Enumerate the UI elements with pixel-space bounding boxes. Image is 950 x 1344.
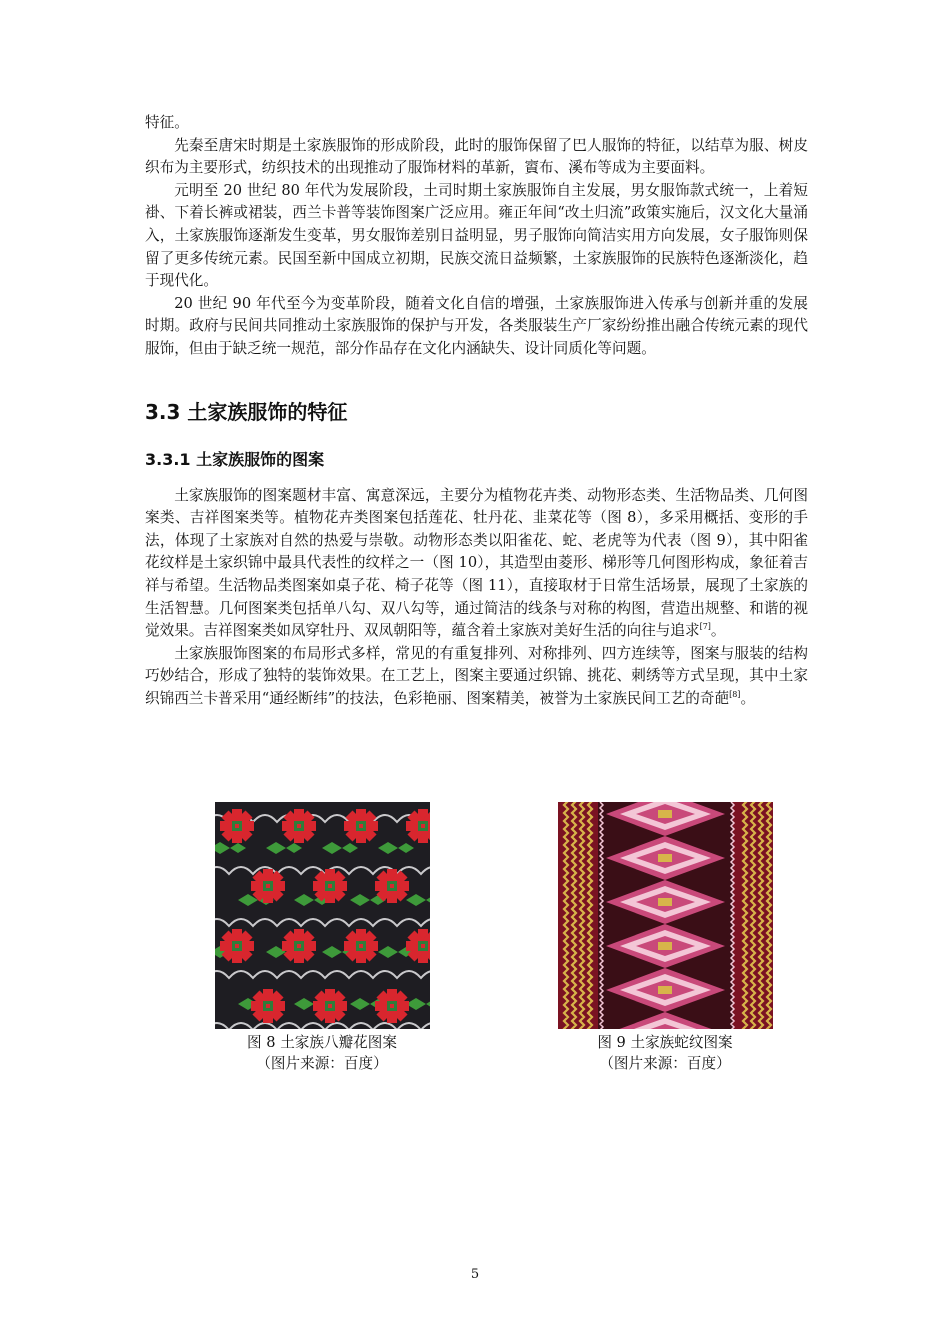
paragraph-text: 土家族服饰的图案题材丰富、寓意深远，主要分为植物花卉类、动物形态类、生活物品类、几何图案类、吉祥图案类等。植物花卉类图案包括莲花、牡丹花、韭菜花等（图 8），多采用概括、变形的手法，体现了土家族对自然的热爱与崇敬。动物形态类以阳雀花、蛇、老虎等为代表（图 9），其中阳雀花纹样是土家织锦中最具代表性的纹样之一（图 10），其造型由菱形、梯形等几何图形构成，象征着吉祥与希望。生活物品类图案如桌子花、椅子花等（图 11），直接取材于日常生活场景，展现了土家族的生活智慧。几何图案类包括单八勾、双八勾等，通过简洁的线条与对称的构图，营造出规整、和谐的视觉效果。吉祥图案类如凤穿牡丹、双凤朝阳等，蕴含着土家族对美好生活的向往与追求 bbox=[145, 486, 808, 640]
paragraph-end: 。 bbox=[710, 622, 726, 640]
paragraph: 元明至 20 世纪 80 年代为发展阶段，土司时期土家族服饰自主发展，男女服饰款式统一，上着短褂、下着长裤或裙装，西兰卡普等装饰图案广泛应用。雍正年间“改土归流”政策实施后，汉文化大量涌入，土家族服饰逐渐发生变革，男女服饰差别日益明显，男子服饰向简洁实用方向发展，女子服饰则保留了更多传统元素。民国至新中国成立初期，民族交流日益频繁，土家族服饰的民族特色逐渐淡化，趋于现代化。 bbox=[145, 181, 808, 290]
page-number: 5 bbox=[470, 1267, 480, 1282]
paragraph-text: 土家族服饰图案的布局形式多样，常见的有重复排列、对称排列、四方连续等，图案与服装的结构巧妙结合，形成了独特的装饰效果。在工艺上，图案主要通过织锦、挑花、刺绣等方式呈现，其中土家织锦西兰卡普采用“通经断纬”的技法，色彩艳丽、图案精美，被誉为土家族民间工艺的奇葩 bbox=[145, 644, 808, 707]
citation-ref: [7] bbox=[699, 622, 711, 632]
paragraph bbox=[145, 643, 808, 711]
paragraph: 先秦至唐宋时期是土家族服饰的形成阶段，此时的服饰保留了巴人服饰的特征，以结草为服、树皮织布为主要形式，纺织技术的出现推动了服饰材料的革新，賨布、溪布等成为主要面料。 bbox=[145, 136, 808, 177]
figure-caption: 图 9 土家族蛇纹图案 bbox=[597, 1034, 733, 1051]
paragraph bbox=[145, 485, 808, 643]
figure-row bbox=[0, 802, 950, 1082]
paragraph: 20 世纪 90 年代至今为变革阶段，随着文化自信的增强，土家族服饰进入传承与创新并重的发展时期。政府与民间共同推动土家族服饰的保护与开发，各类服装生产厂家纷纷推出融合传统元素的现代服饰，但由于缺乏统一规范，部分作品存在文化内涵缺失、设计同质化等问题。 bbox=[145, 294, 808, 357]
figure-source: （图片来源：百度） bbox=[599, 1055, 731, 1072]
subsection-heading: 3.3.1 土家族服饰的图案 bbox=[145, 449, 325, 469]
section-heading: 3.3 土家族服饰的特征 bbox=[145, 399, 348, 424]
document-body bbox=[145, 112, 808, 710]
paragraph: 特征。 bbox=[145, 114, 189, 131]
figure-9 bbox=[515, 802, 815, 1074]
figure-source: （图片来源：百度） bbox=[256, 1055, 388, 1072]
citation-ref: [8] bbox=[729, 690, 741, 700]
paragraph-end: 。 bbox=[740, 689, 756, 707]
figure-caption: 图 8 土家族八瓣花图案 bbox=[247, 1034, 397, 1051]
snake-pattern-brocade-image bbox=[558, 802, 773, 1029]
eight-petal-flower-brocade-image bbox=[215, 802, 430, 1029]
figure-8 bbox=[172, 802, 472, 1074]
